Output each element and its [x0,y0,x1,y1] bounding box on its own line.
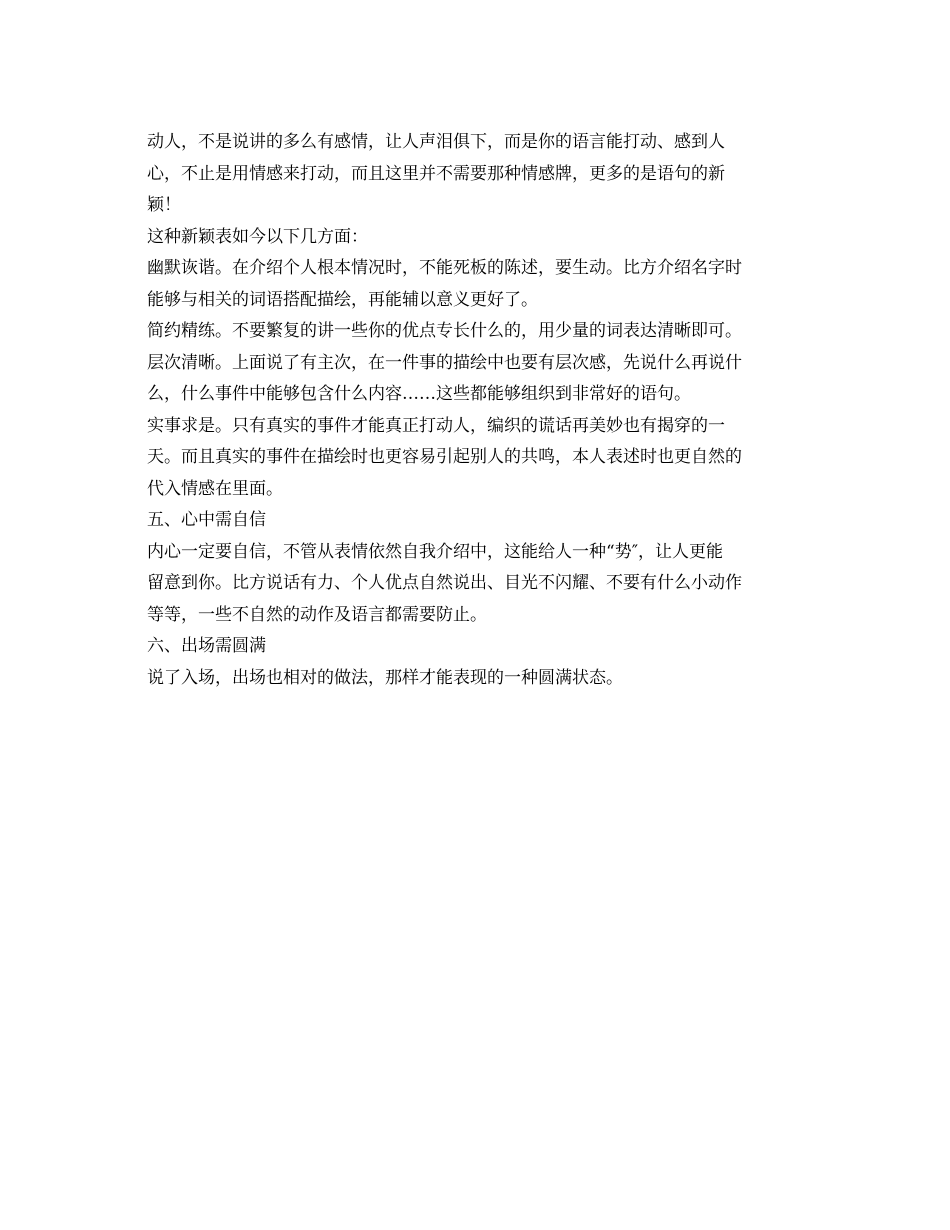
paragraph [147,663,807,695]
text-line: 说了入场，出场也相对的做法，那样才能表现的一种圆满状态。 [147,667,623,688]
paragraph [147,253,807,316]
text-line: 内心一定要自信，不管从表情依然自我介绍中，这能给人一种“势″，让人更能 [147,541,724,562]
section-heading [147,631,807,663]
section-heading [147,505,807,537]
text-line: 五、心中需自信 [147,510,266,530]
text-line: 六、出场需圆满 [147,636,266,656]
document-body [147,127,807,694]
text-line: 心，不止是用情感来打动，而且这里并不需要那种情感牌，更多的是语句的新 [147,163,725,184]
paragraph [147,537,807,632]
paragraph [147,316,807,348]
text-line: 天。而且真实的事件在描绘时也更容易引起别人的共鸣，本人表述时也更自然的 [147,447,742,467]
text-line: 层次清晰。上面说了有主次，在一件事的描绘中也要有层次感，先说什么再说什 [147,352,742,373]
text-line: 动人，不是说讲的多么有感情，让人声泪俱下，而是你的语言能打动、感到人 [147,132,725,152]
text-line: 么，什么事件中能够包含什么内容……这些都能够组织到非常好的语句。 [147,384,691,404]
text-line: 留意到你。比方说话有力、个人优点自然说出、目光不闪耀、不要有什么小动作 [147,573,742,593]
text-line: 能够与相关的词语搭配描绘，再能辅以意义更好了。 [147,289,538,310]
text-line: 代入情感在里面。 [147,478,283,499]
text-line: 等等，一些不自然的动作及语言都需要防止。 [147,604,487,625]
text-line: 简约精练。不要繁复的讲一些你的优点专长什么的，用少量的词表达清晰即可。 [147,321,742,341]
text-line: 颖！ [147,195,181,215]
paragraph [147,222,807,254]
paragraph [147,411,807,506]
paragraph [147,127,807,222]
text-line: 实事求是。只有真实的事件才能真正打动人，编织的谎话再美妙也有揭穿的一 [147,415,725,436]
text-line: 幽默诙谐。在介绍个人根本情况时，不能死板的陈述，要生动。比方介绍名字时 [147,258,742,278]
text-line: 这种新颖表如今以下几方面： [147,226,368,247]
paragraph [147,348,807,411]
